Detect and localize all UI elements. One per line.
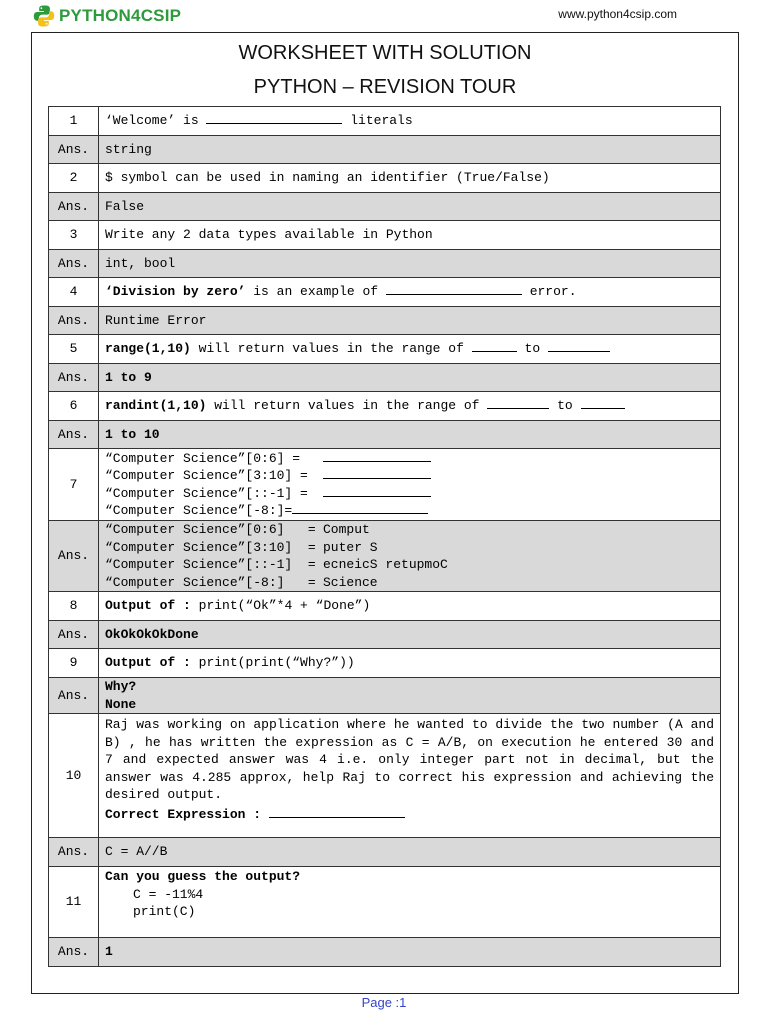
question-text xyxy=(99,649,721,678)
question-text: $ symbol can be used in naming an identifier (True/False) xyxy=(99,164,721,193)
fill-blank xyxy=(269,806,405,818)
slice-expression: “Computer Science”[0:6] = xyxy=(105,450,301,466)
slice-result: ecneicS retupmoC xyxy=(323,557,448,572)
page-header xyxy=(0,0,768,32)
answer-row xyxy=(49,307,721,335)
answer-row xyxy=(49,621,721,649)
question-row xyxy=(49,649,721,678)
code-line: C = -11%4 xyxy=(133,886,204,902)
q6-text: will return values in the range of xyxy=(214,398,480,414)
answer-row xyxy=(49,364,721,392)
answer-label: Ans. xyxy=(49,364,99,392)
fill-blank xyxy=(323,485,431,497)
answer-text: False xyxy=(99,193,721,221)
question-text xyxy=(99,714,721,838)
fill-blank xyxy=(472,340,517,352)
slice-answer-line xyxy=(105,556,714,574)
question-number: 10 xyxy=(49,714,99,838)
answer-line: None xyxy=(105,696,137,712)
fill-blank xyxy=(323,450,431,462)
answer-row xyxy=(49,136,721,164)
slice-answer-line xyxy=(105,574,714,592)
slice-expression: “Computer Science”[::-1] = xyxy=(105,485,308,501)
question-number: 6 xyxy=(49,392,99,421)
q6-to: to xyxy=(557,398,573,414)
slice-expression: “Computer Science”[3:10] = xyxy=(105,468,308,483)
answer-label: Ans. xyxy=(49,250,99,278)
answer-label: Ans. xyxy=(49,307,99,335)
fill-blank xyxy=(206,112,342,124)
q8-code: print(“Ok”*4 + “Done”) xyxy=(198,598,371,614)
slice-expression: “Computer Science”[-8:] = xyxy=(105,574,316,590)
answer-label: Ans. xyxy=(49,521,99,592)
answer-label: Ans. xyxy=(49,838,99,867)
question-row xyxy=(49,164,721,193)
slice-expression: “Computer Science”[0:6] = xyxy=(105,522,316,537)
q9-code: print(print(“Why?”)) xyxy=(198,655,355,671)
answer-label: Ans. xyxy=(49,136,99,164)
answer-row xyxy=(49,193,721,221)
fill-blank xyxy=(292,502,428,514)
slice-expression: “Computer Science”[3:10] = xyxy=(105,539,316,555)
question-number: 1 xyxy=(49,107,99,136)
answer-text: C = A//B xyxy=(99,838,721,867)
answer-text: 1 xyxy=(99,938,721,967)
answer-row xyxy=(49,678,721,714)
q11-prompt: Can you guess the output? xyxy=(105,869,301,884)
brand-logo[interactable] xyxy=(32,4,181,28)
q4-text-after: error. xyxy=(529,284,577,300)
slice-expression: “Computer Science”[::-1] = xyxy=(105,557,316,572)
answer-text xyxy=(99,521,721,592)
answer-row xyxy=(49,421,721,449)
slice-result: puter S xyxy=(323,539,378,555)
answer-line: Why? xyxy=(105,679,137,694)
question-text xyxy=(99,592,721,621)
python-logo-icon xyxy=(32,4,56,28)
slice-line xyxy=(105,502,714,520)
answer-text: Runtime Error xyxy=(99,307,721,335)
answer-text: int, bool xyxy=(99,250,721,278)
slice-line xyxy=(105,485,714,503)
q5-text: will return values in the range of xyxy=(198,341,464,357)
q4-text: is an example of xyxy=(253,284,379,300)
answer-label: Ans. xyxy=(49,621,99,649)
question-number: 3 xyxy=(49,221,99,250)
page-number: Page :1 xyxy=(361,995,407,1010)
question-text xyxy=(99,449,721,521)
question-text xyxy=(99,335,721,364)
question-number: 7 xyxy=(49,449,99,521)
fill-blank xyxy=(487,397,549,409)
answer-row xyxy=(49,938,721,967)
q6-keyword: randint(1,10) xyxy=(105,398,207,414)
q1-text-before: ‘Welcome’ is xyxy=(105,113,199,129)
question-text xyxy=(99,278,721,307)
q1-text-after: literals xyxy=(350,113,413,129)
answer-text: 1 to 10 xyxy=(99,421,721,449)
question-row xyxy=(49,278,721,307)
question-row xyxy=(49,392,721,421)
code-line: print(C) xyxy=(133,904,196,919)
q5-to: to xyxy=(524,341,541,357)
slice-line xyxy=(105,467,714,485)
question-number: 4 xyxy=(49,278,99,307)
question-text xyxy=(99,867,721,938)
q10-label: Correct Expression : xyxy=(105,806,262,822)
question-row xyxy=(49,714,721,838)
slice-answer-line xyxy=(105,539,714,557)
q5-keyword: range(1,10) xyxy=(105,341,191,357)
answer-row xyxy=(49,838,721,867)
question-row xyxy=(49,221,721,250)
question-row xyxy=(49,867,721,938)
question-number: 5 xyxy=(49,335,99,364)
brand-name: PYTHON4CSIP xyxy=(59,6,182,25)
worksheet-title: WORKSHEET WITH SOLUTION xyxy=(238,42,532,64)
answer-text: string xyxy=(99,136,721,164)
answer-label: Ans. xyxy=(49,193,99,221)
q4-keyword: ‘Division by zero’ xyxy=(105,284,246,300)
question-row xyxy=(49,592,721,621)
answer-row xyxy=(49,250,721,278)
fill-blank xyxy=(581,397,625,409)
question-row xyxy=(49,107,721,136)
fill-blank xyxy=(386,283,522,295)
question-row xyxy=(49,335,721,364)
answer-text xyxy=(99,678,721,714)
question-number: 11 xyxy=(49,867,99,938)
question-text xyxy=(99,107,721,136)
slice-expression: “Computer Science”[-8:]= xyxy=(105,503,293,518)
slice-result: Science xyxy=(323,574,378,590)
question-number: 9 xyxy=(49,649,99,678)
answer-row xyxy=(49,521,721,592)
q10-answer-line xyxy=(105,806,714,824)
question-number: 8 xyxy=(49,592,99,621)
answer-label: Ans. xyxy=(49,938,99,967)
q9-label: Output of : xyxy=(105,655,191,671)
question-text xyxy=(99,392,721,421)
answer-text: 1 to 9 xyxy=(99,364,721,392)
slice-result: Comput xyxy=(323,522,370,537)
q10-paragraph: Raj was working on application where he wanted to divide the two number (A and B) , he has written the expression as C = A/B, on execution he entered 30 and 7 and expected answer was 4 i.e. only integer part not in decimal, but the answer was 4.285 approx, help Raj to correct his expression and achieving the desired output. xyxy=(105,717,714,802)
slice-line xyxy=(105,450,714,468)
question-text: Write any 2 data types available in Python xyxy=(99,221,721,250)
answer-text: OkOkOkOkDone xyxy=(99,621,721,649)
question-row xyxy=(49,449,721,521)
question-number: 2 xyxy=(49,164,99,193)
slice-answer-line xyxy=(105,521,714,539)
answer-label: Ans. xyxy=(49,421,99,449)
site-url-link[interactable]: www.python4csip.com xyxy=(558,7,677,21)
q8-label: Output of : xyxy=(105,598,191,614)
fill-blank xyxy=(548,340,610,352)
worksheet-subtitle: PYTHON – REVISION TOUR xyxy=(253,76,517,98)
fill-blank xyxy=(323,467,431,479)
answer-label: Ans. xyxy=(49,678,99,714)
question-table xyxy=(48,106,721,967)
